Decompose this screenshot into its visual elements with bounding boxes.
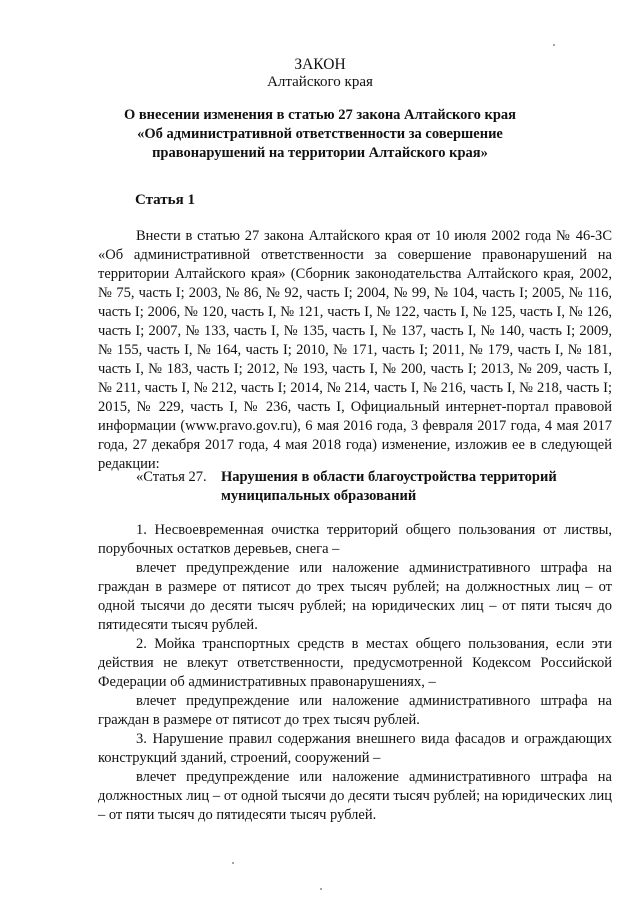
clause-3-text: 3. Нарушение правил содержания внешнего вида фасадов и ограждающих конструкций зданий, строений, сооружений – xyxy=(98,731,612,766)
clause-2-penalty: влечет предупреждение или наложение административного штрафа на граждан в размере от пятисот до трех тысяч рублей. xyxy=(98,693,612,728)
law-title-line-2: «Об административной ответственности за совершение xyxy=(137,126,503,142)
article-1-body xyxy=(98,227,612,474)
scan-speck xyxy=(232,862,234,864)
clause-2-text: 2. Мойка транспортных средств в местах общего пользования, если эти действия не влекут ответственности, предусмотренной Кодексом Российской Федерации об административных правонарушениях, – xyxy=(98,636,612,690)
law-heading: ЗАКОН xyxy=(294,56,346,73)
clause-1-penalty: влечет предупреждение или наложение административного штрафа на граждан в размере от пятисот до трех тысяч рублей; на должностных лиц – от одной тысячи до десяти тысяч рублей; на юридических лиц – от пяти тысяч до пятидесяти тысяч рублей. xyxy=(98,560,612,633)
article-27-heading xyxy=(136,468,612,506)
article-27-label: «Статья 27. xyxy=(136,469,207,485)
law-region: Алтайского края xyxy=(267,74,373,90)
article-1-intro: Внести в статью 27 закона Алтайского края от 10 июля 2002 года № 46-ЗС «Об административной ответственности за совершение правонарушений на территории Алтайского края» (Сборник законодательства Алтайского края, 2002, № 75, часть I; 2003, № 86, № 92, часть I; 2004, № 99, № 104, часть I; 2005, № 116, часть I; 2006, № 120, часть I, № 121, часть I, № 122, часть I, № 125, часть I, № 126, часть I; 2007, № 133, часть I, № 135, часть I, № 137, часть I, № 140, часть I; 2009, № 155, часть I, № 164, часть I; 2010, № 171, часть I; 2011, № 179, часть I, № 181, часть I, № 183, часть I; 2012, № 193, часть I, № 200, часть I; 2013, № 209, часть I, № 211, часть I, № 212, часть I; 2014, № 214, часть I, № 216, часть I, № 218, часть I; 2015, № 229, часть I, № 236, часть I, Официальный интернет-портал правовой информации (www.pravo.gov.ru), 6 мая 2016 года, 3 февраля 2017 года, 4 мая 2017 года, 27 декабря 2017 года, 4 мая 2018 года) изменение, изложив ее в следующей редакции: xyxy=(98,228,612,472)
article-1-heading: Статья 1 xyxy=(135,192,195,208)
clause-3-penalty: влечет предупреждение или наложение административного штрафа на должностных лиц – от одной тысячи до десяти тысяч рублей; на юридических лиц – от пяти тысяч до пятидесяти тысяч рублей. xyxy=(98,769,612,823)
law-title xyxy=(90,106,550,163)
law-title-line-3: правонарушений на территории Алтайского края» xyxy=(152,145,488,161)
law-title-line-1: О внесении изменения в статью 27 закона Алтайского края xyxy=(123,107,517,123)
scan-speck xyxy=(320,888,322,890)
clause-1-text: 1. Несвоевременная очистка территорий общего пользования от листвы, порубочных остатков деревьев, снега – xyxy=(98,522,612,557)
scan-speck xyxy=(553,44,555,46)
article-27-title-line-1: Нарушения в области благоустройства территорий xyxy=(221,469,557,485)
article-27-title-line-2: муниципальных образований xyxy=(221,488,417,504)
article-27-body xyxy=(98,521,612,825)
